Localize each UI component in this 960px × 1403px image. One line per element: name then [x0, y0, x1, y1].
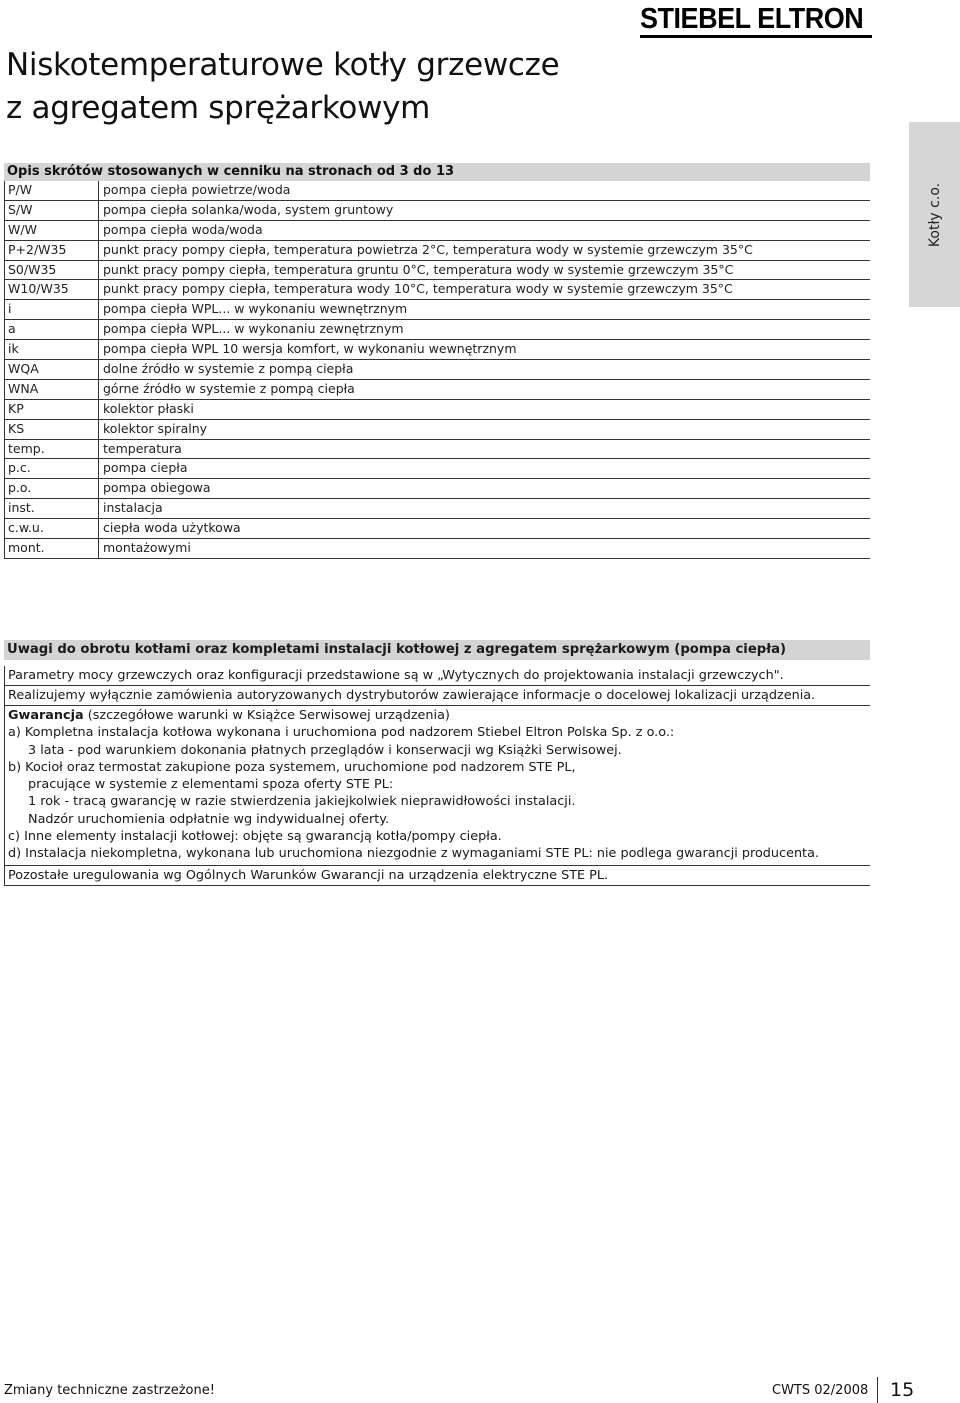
warranty-a: a) Kompletna instalacja kotłowa wykonana i uruchomiona pod nadzorem Stiebel Eltron Polska Sp. z o.o.:	[8, 725, 675, 741]
abbreviation-description: kolektor płaski	[98, 400, 870, 420]
side-tab	[909, 122, 960, 307]
abbreviation-code: W10/W35	[4, 280, 98, 300]
abbreviation-description: kolektor spiralny	[98, 420, 870, 440]
abbreviations-rows	[4, 181, 870, 559]
abbreviation-row	[4, 479, 870, 499]
abbreviation-description: montażowymi	[98, 539, 870, 559]
warranty-b: b) Kocioł oraz termostat zakupione poza systemem, uruchomione pod nadzorem STE PL,	[8, 759, 576, 775]
warranty-b-detail-3: Nadzór uruchomienia odpłatnie wg indywidualnej oferty.	[28, 811, 390, 827]
abbreviation-description: pompa ciepła	[98, 459, 870, 479]
page-number: 15	[877, 1377, 917, 1403]
brand-name: STIEBEL ELTRON	[640, 3, 864, 35]
abbreviations-table	[4, 163, 870, 559]
abbreviation-code: KS	[4, 420, 98, 440]
abbreviation-row	[4, 300, 870, 320]
abbreviation-row	[4, 380, 870, 400]
warranty-c: c) Inne elementy instalacji kotłowej: objęte są gwarancją kotła/pompy ciepła.	[8, 829, 502, 845]
side-tab-label: Kotły c.o.	[926, 182, 943, 247]
abbreviation-row	[4, 201, 870, 221]
abbreviation-row	[4, 539, 870, 559]
abbreviation-description: punkt pracy pompy ciepła, temperatura powietrza 2°C, temperatura wody w systemie grzewczym 35°C	[98, 241, 870, 261]
abbreviation-code: c.w.u.	[4, 519, 98, 539]
abbreviation-row	[4, 420, 870, 440]
footer-code: CWTS 02/2008	[772, 1383, 869, 1398]
abbreviation-row	[4, 181, 870, 201]
warranty-title	[8, 707, 867, 724]
abbreviation-code: ik	[4, 340, 98, 360]
abbreviation-description: temperatura	[98, 440, 870, 460]
warranty-title-bold: Gwarancja	[8, 708, 84, 723]
abbreviation-code: P/W	[4, 181, 98, 201]
abbreviation-row	[4, 340, 870, 360]
footer-disclaimer: Zmiany techniczne zastrzeżone!	[4, 1383, 215, 1398]
warranty-title-rest: (szczegółowe warunki w Książce Serwisowej urządzenia)	[83, 708, 450, 723]
abbreviation-code: WNA	[4, 380, 98, 400]
abbreviation-row	[4, 320, 870, 340]
abbreviation-row	[4, 499, 870, 519]
abbreviation-row	[4, 221, 870, 241]
warranty-b-detail-1: pracujące w systemie z elementami spoza oferty STE PL:	[28, 777, 394, 793]
abbreviation-code: mont.	[4, 539, 98, 559]
abbreviation-code: KP	[4, 400, 98, 420]
page-title	[6, 44, 559, 130]
abbreviation-row	[4, 241, 870, 261]
abbreviation-code: WQA	[4, 360, 98, 380]
abbreviation-description: pompa ciepła WPL 10 wersja komfort, w wykonaniu wewnętrznym	[98, 340, 870, 360]
abbreviation-row	[4, 360, 870, 380]
abbreviation-description: instalacja	[98, 499, 870, 519]
abbreviation-description: dolne źródło w systemie z pompą ciepła	[98, 360, 870, 380]
abbreviations-heading: Opis skrótów stosowanych w cenniku na stronach od 3 do 13	[4, 163, 870, 181]
abbreviation-code: i	[4, 300, 98, 320]
brand-logo	[640, 4, 872, 38]
abbreviation-description: pompa ciepła powietrze/woda	[98, 181, 870, 201]
abbreviation-row	[4, 519, 870, 539]
warranty-block	[4, 706, 870, 866]
notes-parameters: Parametry mocy grzewczych oraz konfiguracji przedstawione są w „Wytycznych do projektowania instalacji grzewczych".	[4, 666, 870, 686]
abbreviation-code: a	[4, 320, 98, 340]
warranty-d: d) Instalacja niekompletna, wykonana lub uruchomiona niezgodnie z wymaganiami STE PL: nie podlega gwarancji producenta.	[8, 846, 819, 862]
abbreviation-code: P+2/W35	[4, 241, 98, 261]
abbreviation-description: pompa ciepła woda/woda	[98, 221, 870, 241]
abbreviation-code: p.o.	[4, 479, 98, 499]
abbreviation-row	[4, 261, 870, 281]
abbreviation-description: pompa ciepła WPL... w wykonaniu wewnętrznym	[98, 300, 870, 320]
page-title-line-2: z agregatem sprężarkowym	[6, 90, 431, 126]
abbreviation-code: inst.	[4, 499, 98, 519]
abbreviation-code: p.c.	[4, 459, 98, 479]
abbreviation-row	[4, 400, 870, 420]
abbreviation-row	[4, 440, 870, 460]
abbreviation-description: górne źródło w systemie z pompą ciepła	[98, 380, 870, 400]
abbreviation-description: punkt pracy pompy ciepła, temperatura gruntu 0°C, temperatura wody w systemie grzewczym 35°C	[98, 261, 870, 281]
abbreviation-description: pompa ciepła solanka/woda, system gruntowy	[98, 201, 870, 221]
abbreviation-description: pompa ciepła WPL... w wykonaniu zewnętrznym	[98, 320, 870, 340]
abbreviation-code: W/W	[4, 221, 98, 241]
notes-orders: Realizujemy wyłącznie zamówienia autoryzowanych dystrybutorów zawierające informacje o docelowej lokalizacji urządzenia.	[4, 686, 870, 706]
abbreviation-description: pompa obiegowa	[98, 479, 870, 499]
abbreviation-code: S0/W35	[4, 261, 98, 281]
notes-heading: Uwagi do obrotu kotłami oraz kompletami instalacji kotłowej z agregatem sprężarkowym (pompa ciepła)	[4, 640, 870, 660]
abbreviation-row	[4, 280, 870, 300]
warranty-a-detail: 3 lata - pod warunkiem dokonania płatnych przeglądów i konserwacji wg Książki Serwisowej.	[28, 742, 622, 758]
abbreviation-code: S/W	[4, 201, 98, 221]
abbreviation-description: punkt pracy pompy ciepła, temperatura wody 10°C, temperatura wody w systemie grzewczym 35°C	[98, 280, 870, 300]
abbreviation-row	[4, 459, 870, 479]
notes-other-terms: Pozostałe uregulowania wg Ogólnych Warunków Gwarancji na urządzenia elektryczne STE PL.	[4, 866, 870, 886]
notes-section	[4, 640, 870, 886]
warranty-b-detail-2: 1 rok - tracą gwarancję w razie stwierdzenia jakiejkolwiek nieprawidłowości instalacji.	[28, 794, 576, 810]
page-title-line-1: Niskotemperaturowe kotły grzewcze	[6, 47, 560, 83]
abbreviation-description: ciepła woda użytkowa	[98, 519, 870, 539]
abbreviation-code: temp.	[4, 440, 98, 460]
